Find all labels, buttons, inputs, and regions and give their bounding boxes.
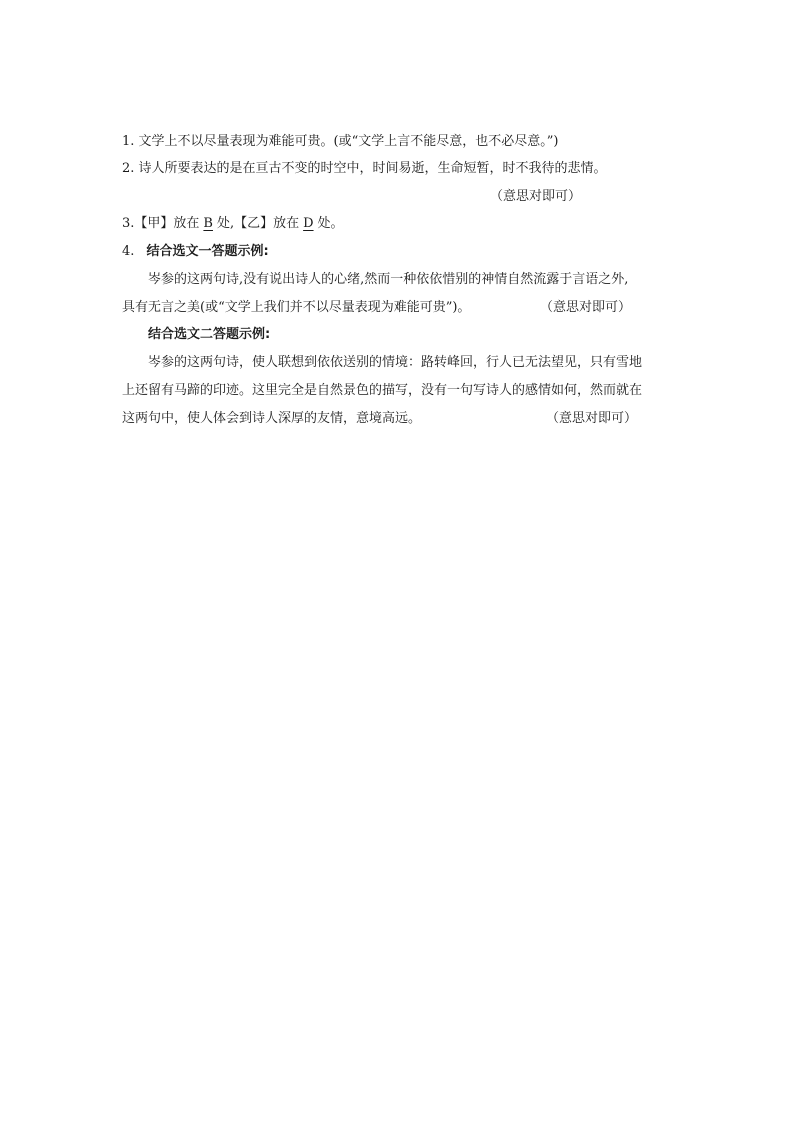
answer-4-p1-note: （意思对即可）: [540, 300, 632, 315]
answer-2: 2. 诗人所要表达的是在亘古不变的时空中，时间易逝，生命短暂，时不我待的悲情。: [122, 161, 607, 176]
answer-3-mid: 处,【乙】放在: [216, 216, 300, 231]
answer-4-heading-1: 结合选文一答题示例:: [146, 244, 269, 259]
answer-4-p2-line-1: 岑参的这两句诗，使人联想到依依送别的情境：路转峰回，行人已无法望见，只有雪地: [148, 355, 643, 370]
answer-3-blank-yi: D: [303, 216, 314, 231]
answer-4-p2-note: （意思对即可）: [546, 411, 638, 426]
answer-4-heading-2: 结合选文二答题示例:: [148, 327, 271, 342]
answer-1: 1. 文学上不以尽量表现为难能可贵。(或“文学上言不能尽意，也不必尽意。”): [122, 134, 559, 149]
answer-2-note: （意思对即可）: [490, 189, 582, 204]
answer-3-blank-jia: B: [203, 216, 213, 231]
answer-4-p1-line-1: 岑参的这两句诗,没有说出诗人的心绪,然而一种依依惜别的神情自然流露于言语之外,: [148, 272, 629, 287]
answer-3-suffix: 处。: [317, 216, 344, 231]
answer-4-heading-1-row: [122, 243, 269, 261]
answer-4-p1-line-2: 具有无言之美(或“文学上我们并不以尽量表现为难能可贵”)。: [122, 300, 471, 315]
answer-3-prefix: 3.【甲】放在: [122, 216, 200, 231]
answer-3: [122, 215, 344, 233]
answer-4-p2-line-2: 上还留有马蹄的印迹。这里完全是自然景色的描写，没有一句写诗人的感情如何，然而就在: [122, 383, 643, 398]
answer-4-number: 4.: [122, 244, 135, 259]
answer-4-p2-line-3: 这两句中，使人体会到诗人深厚的友情，意境高远。: [122, 411, 422, 426]
